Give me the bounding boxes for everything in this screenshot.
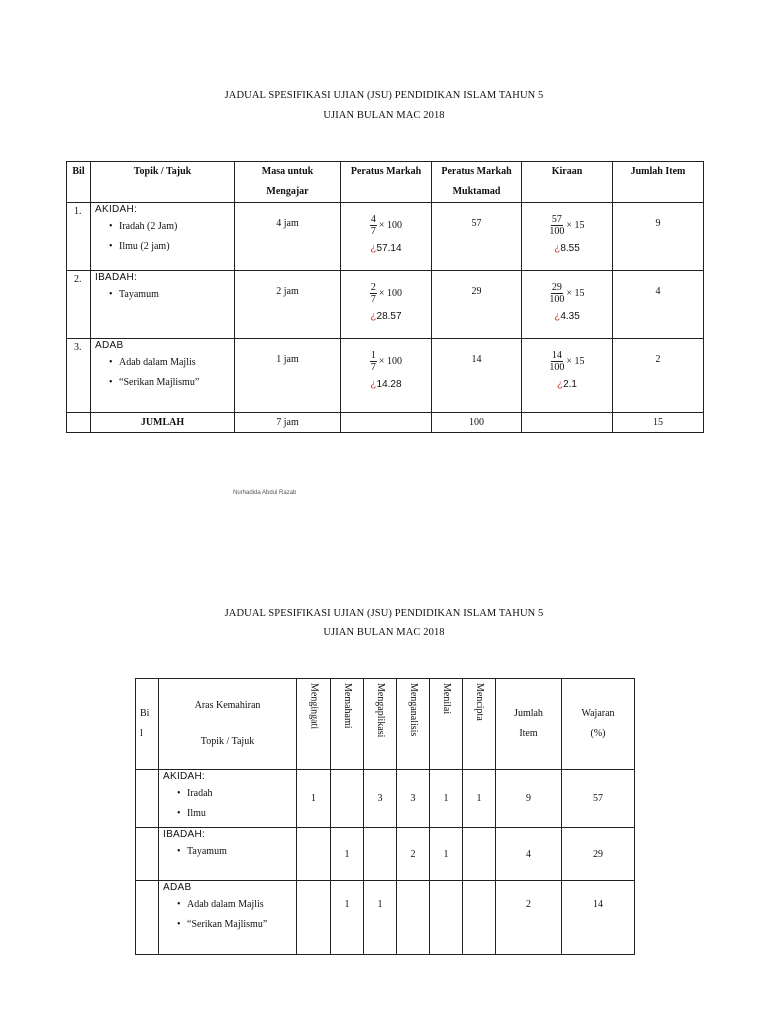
header-jumlah-item: Jumlah Item xyxy=(613,162,704,203)
cell-level xyxy=(331,770,364,828)
row-bil: 3. xyxy=(67,339,91,413)
header-peratus: Peratus Markah xyxy=(341,162,432,203)
cell-wajaran: 29 xyxy=(562,828,635,881)
row-topic: IBADAH: • Tayamum xyxy=(159,828,297,881)
table-row xyxy=(67,203,704,271)
cell-jumlah: 4 xyxy=(496,828,562,881)
row-kiraan: $\frac{57}{100}$ × 15 ¿8.55 xyxy=(522,203,613,271)
header-jumlah-item: Jumlah Item xyxy=(496,679,562,770)
header-menganalisis: Menganalisis xyxy=(397,679,430,770)
header-masa: Masa untuk Mengajar xyxy=(235,162,341,203)
topic-heading: ADAB xyxy=(95,340,124,351)
cell-level xyxy=(297,828,331,881)
total-jumlah: 15 xyxy=(613,413,704,433)
cell-wajaran: 14 xyxy=(562,881,635,955)
header-bil: Bil xyxy=(67,162,91,203)
header-topik: Topik / Tajuk xyxy=(200,736,255,747)
cell-level: 3 xyxy=(397,770,430,828)
row-muktamad: 14 xyxy=(432,339,522,413)
cell-level: 1 xyxy=(430,770,463,828)
topic-heading: IBADAH: xyxy=(95,272,138,283)
row-topic: ADAB • Adab dalam Majlis • “Serikan Majlismu” xyxy=(159,881,297,955)
cell-level: 1 xyxy=(364,881,397,955)
list-item: • Tayamum xyxy=(187,842,296,862)
topic-heading: AKIDAH: xyxy=(95,204,138,215)
cell-level: 1 xyxy=(297,770,331,828)
row-jumlah: 2 xyxy=(613,339,704,413)
cell-level xyxy=(397,881,430,955)
list-item: • Tayamum xyxy=(119,285,234,305)
header-menilai: Menilai xyxy=(430,679,463,770)
header-bil: Bi l xyxy=(136,679,159,770)
cell-level: 1 xyxy=(331,828,364,881)
cell-level: 2 xyxy=(397,828,430,881)
row-peratus: $\frac{1}{7}$ × 100 ¿14.28 xyxy=(341,339,432,413)
cell-level: 3 xyxy=(364,770,397,828)
author-note: Nurhadida Abdul Razab xyxy=(233,490,297,496)
table-row xyxy=(136,881,635,955)
cell-level: 1 xyxy=(331,881,364,955)
list-item: • Iradah xyxy=(187,784,296,804)
total-row xyxy=(67,413,704,433)
cell-level xyxy=(463,828,496,881)
doc2-subtitle: UJIAN BULAN MAC 2018 xyxy=(323,627,445,638)
table-row xyxy=(136,770,635,828)
jsu-table-2 xyxy=(135,678,635,955)
table-row xyxy=(136,828,635,881)
row-topic xyxy=(91,271,235,339)
header-memahami: Memahami xyxy=(331,679,364,770)
row-peratus: $\frac{4}{7}$ × 100 ¿57.14 xyxy=(341,203,432,271)
header-aras-topik xyxy=(159,679,297,770)
cell-jumlah: 2 xyxy=(496,881,562,955)
row-masa: 4 jam xyxy=(235,203,341,271)
cell-level xyxy=(430,881,463,955)
list-item: • Iradah (2 Jam) xyxy=(119,217,234,237)
list-item: • Adab dalam Majlis xyxy=(119,353,234,373)
cell-level: 1 xyxy=(463,770,496,828)
header-mengaplikasi: Mengaplikasi xyxy=(364,679,397,770)
row-bil: 1. xyxy=(67,203,91,271)
total-masa: 7 jam xyxy=(235,413,341,433)
table-header-row xyxy=(67,162,704,203)
jsu-table-1 xyxy=(66,161,704,433)
table-header-row xyxy=(136,679,635,770)
doc1-subtitle: UJIAN BULAN MAC 2018 xyxy=(323,110,445,121)
row-muktamad: 57 xyxy=(432,203,522,271)
cell-wajaran: 57 xyxy=(562,770,635,828)
table-row xyxy=(67,339,704,413)
row-jumlah: 4 xyxy=(613,271,704,339)
total-muktamad: 100 xyxy=(432,413,522,433)
list-item: • “Serikan Majlismu” xyxy=(187,915,296,935)
row-peratus: $\frac{2}{7}$ × 100 ¿28.57 xyxy=(341,271,432,339)
row-topic: AKIDAH: • Iradah • Ilmu xyxy=(159,770,297,828)
row-masa: 2 jam xyxy=(235,271,341,339)
cell-level xyxy=(297,881,331,955)
row-kiraan: $\frac{14}{100}$ × 15 ¿2.1 xyxy=(522,339,613,413)
header-aras: Aras Kemahiran xyxy=(194,700,261,711)
row-muktamad: 29 xyxy=(432,271,522,339)
header-wajaran: Wajaran (%) xyxy=(562,679,635,770)
table-row xyxy=(67,271,704,339)
doc2-title: JADUAL SPESIFIKASI UJIAN (JSU) PENDIDIKAN ISLAM TAHUN 5 xyxy=(224,608,544,619)
row-jumlah: 9 xyxy=(613,203,704,271)
header-muktamad: Peratus Markah Muktamad xyxy=(432,162,522,203)
cell-level: 1 xyxy=(430,828,463,881)
header-topik: Topik / Tajuk xyxy=(91,162,235,203)
header-mencipta: Mencipta xyxy=(463,679,496,770)
list-item: • Ilmu (2 jam) xyxy=(119,237,234,257)
doc1-title: JADUAL SPESIFIKASI UJIAN (JSU) PENDIDIKAN ISLAM TAHUN 5 xyxy=(224,90,544,101)
list-item: • Adab dalam Majlis xyxy=(187,895,296,915)
cell-jumlah: 9 xyxy=(496,770,562,828)
cell-level xyxy=(463,881,496,955)
cell-level xyxy=(364,828,397,881)
header-kiraan: Kiraan xyxy=(522,162,613,203)
list-item: • “Serikan Majlismu” xyxy=(119,373,234,393)
row-masa: 1 jam xyxy=(235,339,341,413)
row-topic xyxy=(91,203,235,271)
total-label: JUMLAH xyxy=(91,413,235,433)
row-topic xyxy=(91,339,235,413)
row-bil: 2. xyxy=(67,271,91,339)
header-mengingati: Mengingati xyxy=(297,679,331,770)
list-item: • Ilmu xyxy=(187,804,296,824)
row-kiraan: $\frac{29}{100}$ × 15 ¿4.35 xyxy=(522,271,613,339)
